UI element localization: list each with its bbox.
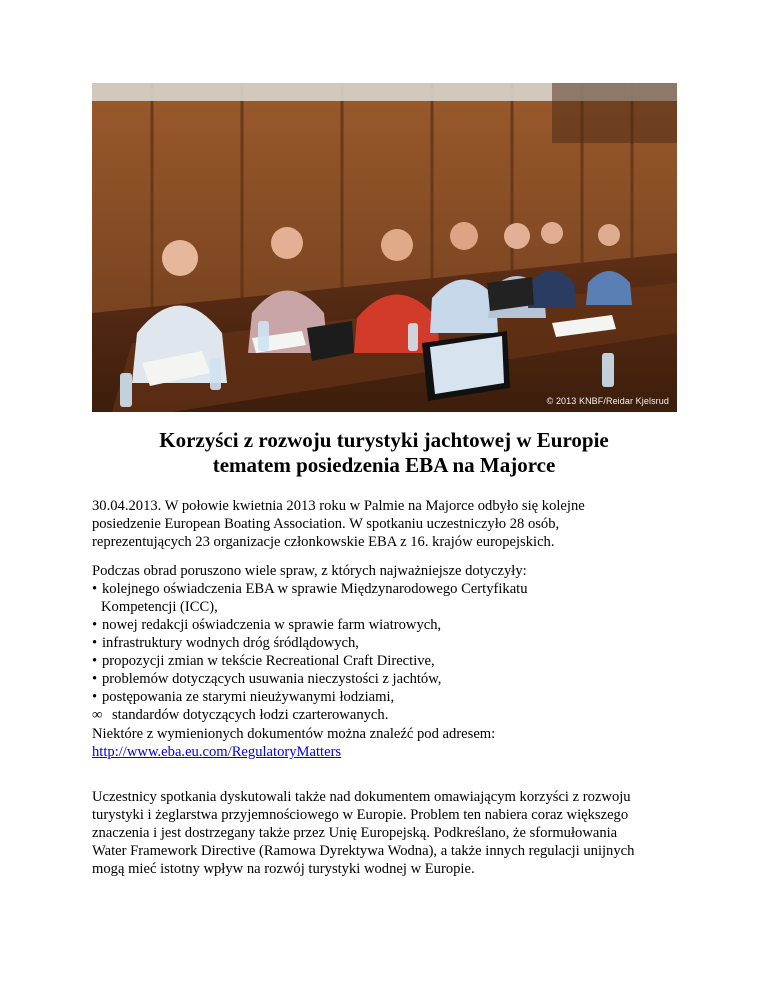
bullet-marker: • — [92, 689, 98, 705]
list-item — [92, 670, 692, 688]
closing-line-3: znaczenia i jest dostrzegany także przez Unię Europejską. Podkreślano, że sformułowania — [92, 825, 618, 841]
intro-line-1: 30.04.2013. W połowie kwietnia 2013 roku w Palmie na Majorce odbyło się kolejne — [92, 498, 585, 514]
closing-line-1: Uczestnicy spotkania dyskutowali także nad dokumentem omawiającym korzyści z rozwoju — [92, 789, 631, 805]
bullet-marker: • — [92, 653, 98, 669]
topics-list — [92, 580, 692, 724]
list-item-text: postępowania ze starymi nieużywanymi łodziami, — [102, 689, 395, 705]
list-item-text: standardów dotyczących łodzi czarterowanych. — [112, 707, 389, 723]
infinity-bullet-icon: ∞ — [92, 707, 103, 723]
closing-line-5: mogą mieć istotny wpływ na rozwój turystyki wodnej w Europie. — [92, 861, 475, 877]
closing-line-2: turystyki i żeglarstwa przyjemnościowego w Europie. Problem ten nabiera coraz większego — [92, 807, 629, 823]
topics-intro: Podczas obrad poruszono wiele spraw, z których najważniejsze dotyczyły: — [92, 563, 527, 579]
article-title — [90, 428, 678, 478]
closing-line-4: Water Framework Directive (Ramowa Dyrektywa Wodna), a także innych regulacji unijnych — [92, 843, 635, 859]
list-item — [92, 634, 692, 652]
list-item — [92, 652, 692, 670]
list-item-text: problemów dotyczących usuwania nieczystości z jachtów, — [102, 671, 442, 687]
list-item-text: propozycji zmian w tekście Recreational Craft Directive, — [102, 653, 435, 669]
intro-paragraph — [92, 497, 692, 551]
meeting-photo-illustration — [92, 83, 677, 412]
bullet-marker: • — [92, 581, 98, 597]
list-item — [92, 580, 692, 616]
list-item — [92, 616, 692, 634]
list-item-text: infrastruktury wodnych dróg śródlądowych, — [102, 635, 359, 651]
list-item — [92, 688, 692, 706]
bullet-marker: • — [92, 671, 98, 687]
list-item-text: nowej redakcji oświadczenia w sprawie farm wiatrowych, — [102, 617, 442, 633]
documents-text: Niektóre z wymienionych dokumentów można znaleźć pod adresem: — [92, 726, 496, 742]
intro-line-3: reprezentujących 23 organizacje członkowskie EBA z 16. krajów europejskich. — [92, 534, 555, 550]
regulatory-matters-link[interactable]: http://www.eba.eu.com/RegulatoryMatters — [92, 744, 342, 760]
bullet-marker: • — [92, 617, 98, 633]
list-item-text: kolejnego oświadczenia EBA w sprawie Międzynarodowego Certyfikatu — [102, 581, 528, 597]
closing-paragraph — [92, 788, 688, 878]
bullet-marker: • — [92, 635, 98, 651]
meeting-photo — [92, 83, 677, 412]
intro-line-2: posiedzenie European Boating Association. W spotkaniu uczestniczyło 28 osób, — [92, 516, 560, 532]
list-item-continuation: Kompetencji (ICC), — [101, 599, 218, 615]
photo-credit: © 2013 KNBF/Reidar Kjelsrud — [546, 396, 669, 406]
article-title-line-2: tematem posiedzenia EBA na Majorce — [212, 453, 556, 477]
list-item — [92, 706, 692, 724]
documents-paragraph — [92, 725, 692, 761]
article-title-line-1: Korzyści z rozwoju turystyki jachtowej w Europie — [159, 428, 609, 452]
